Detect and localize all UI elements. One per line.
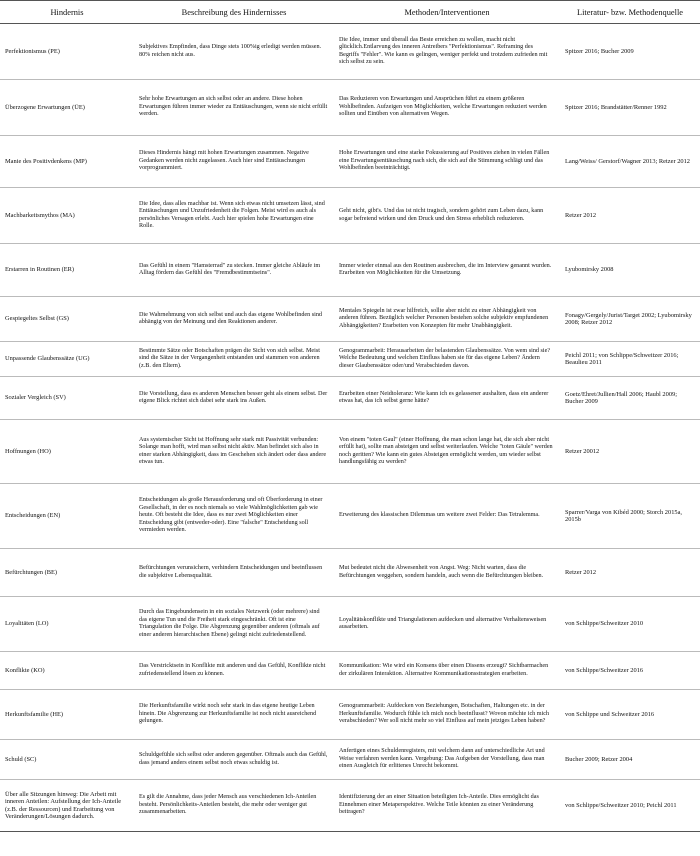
description-cell: Entscheidungen als große Herausforderung und oft Überforderung in einer Gesellschaft, in der es noch niemals so viele Wahlmöglichkeiten gab wie heute. Oft besteht die Idee, dass es nur zwei Möglichkeiten einer Entscheidung gibt (entweder-oder). Eine "falsche" Entscheidung soll vermieden werden. <box>134 484 334 549</box>
table-row <box>0 342 700 377</box>
obstacle-cell: Manie des Positivdenkens (MP) <box>0 136 134 188</box>
header-source: Literatur- bzw. Methodenquelle <box>560 1 700 24</box>
source-cell: Retzer 2012 <box>560 188 700 244</box>
obstacle-cell: Unpassende Glaubenssätze (UG) <box>0 342 134 377</box>
method-cell: Erweiterung des klassischen Dilemmas um weitere zwei Felder: Das Tetralemma. <box>334 484 560 549</box>
table-row <box>0 549 700 597</box>
source-cell: Retzer 2012 <box>560 549 700 597</box>
method-cell: Mentales Spiegeln ist zwar hilfreich, sollte aber nicht zu einer Abhängigkeit von anderen führen. Bezüglich welcher Personen bestehen solche subjektiv empfundenen Abhängigkeiten? Erarbeiten von Konzepten für mehr Unabhängigkeit. <box>334 297 560 342</box>
table-row <box>0 780 700 832</box>
table-row <box>0 597 700 652</box>
source-cell: von Schlippe/Schweitzer 2010; Peichl 2011 <box>560 780 700 832</box>
source-cell: Lang/Weiss/ Gerstorf/Wagner 2013; Retzer 2012 <box>560 136 700 188</box>
source-cell: Retzer 20012 <box>560 420 700 484</box>
method-cell: Genogrammarbeit: Herausarbeiten der belastenden Glaubenssätze. Von wem sind sie? Welche Bedeutung und welchen Einfluss haben sie für das eigene Leben? Ändern dieser Glaubenssätze oder/und Verabschieden davon. <box>334 342 560 377</box>
description-cell: Subjektives Empfinden, dass Dinge stets 100%ig erledigt werden müssen. 80% reichen nicht aus. <box>134 24 334 80</box>
description-cell: Die Wahrnehmung von sich selbst und auch das eigene Wohlbefinden sind abhängig von der Meinung und den Reaktionen anderer. <box>134 297 334 342</box>
obstacle-cell: Überzogene Erwartungen (ÜE) <box>0 80 134 136</box>
table-row <box>0 244 700 297</box>
table-row <box>0 740 700 780</box>
method-cell: Das Reduzieren von Erwartungen und Ansprüchen führt zu einem größeren Wohlbefinden. Aufzeigen von Möglichkeiten, welche Erwartungen reduziert werden sollten und Einüben von alternativen Wegen. <box>334 80 560 136</box>
description-cell: Die Idee, dass alles machbar ist. Wenn sich etwas nicht umsetzen lässt, sind Enttäuschungen und Unzufriedenheit die Folgen. Meist wird es auch als persönliches Versagen erlebt. Auch hier spielen hohe Erwartungen eine Rolle. <box>134 188 334 244</box>
table-row <box>0 420 700 484</box>
table-row <box>0 188 700 244</box>
source-cell: Peichl 2011; von Schlippe/Schweitzer 2016; Beaulieu 2011 <box>560 342 700 377</box>
obstacle-cell: Herkunftsfamilie (HE) <box>0 690 134 740</box>
table-row <box>0 136 700 188</box>
method-cell: Genogrammarbeit: Aufdecken von Beziehungen, Botschaften, Haltungen etc. in der Herkunftsfamilie. Wodurch fühle ich mich noch beeinflusst? Wovon möchte ich mich verabschieden? Wer soll nicht mehr so viel Einfluss auf mein jetziges Leben haben? <box>334 690 560 740</box>
header-obstacle: Hindernis <box>0 1 134 24</box>
obstacle-cell: Schuld (SC) <box>0 740 134 780</box>
description-cell: Die Vorstellung, dass es anderen Menschen besser geht als einem selbst. Der eigene Blick richtet sich dabei sehr stark ins Außen. <box>134 377 334 420</box>
description-cell: Das Verstricktsein in Konflikte mit anderen und das Gefühl, Konflikte nicht zufriedenstellend lösen zu können. <box>134 652 334 690</box>
obstacle-cell: Über alle Sitzungen hinweg: Die Arbeit mit inneren Anteilen: Aufstellung der Ich-Anteile (z.B. der Ressourcen) und Erarbeitung von Veränderungen/Lösungen dadurch. <box>0 780 134 832</box>
description-cell: Durch das Eingebundensein in ein soziales Netzwerk (oder mehrere) sind das eigene Tun und die Freiheit stark eingeschränkt. Oft ist eine Triangulation die Folge. Die Abgrenzung gegenüber anderen (oftmals auf einer anderen hierarchischen Ebene) gelingt nicht zufriedenstellend. <box>134 597 334 652</box>
description-cell: Die Herkunftsfamilie wirkt noch sehr stark in das eigene heutige Leben hinein. Die Abgrenzung zur Herkunftsfamilie ist noch nicht ausreichend gelungen. <box>134 690 334 740</box>
header-row <box>0 1 700 24</box>
source-cell: Lyubomirsky 2008 <box>560 244 700 297</box>
table-row <box>0 24 700 80</box>
method-cell: Identifizierung der an einer Situation beteiligten Ich-Anteile. Dies ermöglicht das Einnehmen einer Metaperspektive. Welche Teile könnten zu einer Veränderung beitragen? <box>334 780 560 832</box>
header-description: Beschreibung des Hindernisses <box>134 1 334 24</box>
method-cell: Von einem "toten Gaul" (einer Hoffnung, die man schon lange hat, die sich aber nicht erfüllt hat), sollte man absteigen und selbst weiterlaufen. Welche "toten Gäule" werden noch geritten? Wie kann ein gutes Absteigen ermöglicht werden, um wieder selbst handlungsfähig zu werden? <box>334 420 560 484</box>
obstacle-cell: Perfektionismus (PE) <box>0 24 134 80</box>
method-cell: Geht nicht, gibt's. Und das ist nicht tragisch, sondern gehört zum Leben dazu, kann sogar befreiend wirken und den Druck und den Stress erheblich reduzieren. <box>334 188 560 244</box>
source-cell: Goetz/Ehret/Jullien/Hall 2006; Haubl 2009; Bucher 2009 <box>560 377 700 420</box>
source-cell: Sparrer/Varga von Kibéd 2000; Storch 2015a, 2015b <box>560 484 700 549</box>
obstacle-cell: Entscheidungen (EN) <box>0 484 134 549</box>
method-cell: Kommunikation: Wie wird ein Konsens über einen Dissens erzeugt? Sichtbarmachen der zirkulären Interaktion. Alternative Kommunikationsstrategien erarbeiten. <box>334 652 560 690</box>
description-cell: Es gilt die Annahme, dass jeder Mensch aus verschiedenen Ich-Anteilen besteht. Persönlichkeits-Anteilen besteht, die mehr oder weniger gut zusammenarbeiten. <box>134 780 334 832</box>
description-cell: Aus systemischer Sicht ist Hoffnung sehr stark mit Passivität verbunden: Solange man hofft, wird man selbst nicht aktiv. Man befindet sich also in einer starken Abhängigkeit, dass im Geschehen sich ändert oder dass andere etwas tun. <box>134 420 334 484</box>
obstacle-cell: Hoffnungen (HO) <box>0 420 134 484</box>
description-cell: Das Gefühl in einem "Hamsterrad" zu stecken. Immer gleiche Abläufe im Alltag fördern das Gefühl des "Fremdbestimmtseins". <box>134 244 334 297</box>
description-cell: Sehr hohe Erwartungen an sich selbst oder an andere. Diese hohen Erwartungen führen immer wieder zu Enttäuschungen, wenn sie nicht erfüllt werden. <box>134 80 334 136</box>
obstacle-cell: Erstarren in Routinen (ER) <box>0 244 134 297</box>
source-cell: von Schlippe und Schweitzer 2016 <box>560 690 700 740</box>
description-cell: Schuldgefühle sich selbst oder anderen gegenüber. Oftmals auch das Gefühl, dass jemand anders einem selbst noch etwas schuldig ist. <box>134 740 334 780</box>
header-method: Methoden/Interventionen <box>334 1 560 24</box>
method-cell: Hohe Erwartungen und eine starke Fokussierung auf Positives ziehen in vielen Fällen eine Erwartungsenttäuschung nach sich, die sich auf die Stimmung schlägt und das Wohlbefinden beeinträchtigt. <box>334 136 560 188</box>
source-cell: Spitzer 2016; Bucher 2009 <box>560 24 700 80</box>
table-row <box>0 80 700 136</box>
method-cell: Erarbeiten einer Neidtoleranz: Wie kann ich es gelassener aushalten, dass ein anderer etwas hat, das ich selbst gerne hätte? <box>334 377 560 420</box>
table-row <box>0 297 700 342</box>
table-row <box>0 690 700 740</box>
obstacle-cell: Sozialer Vergleich (SV) <box>0 377 134 420</box>
description-cell: Befürchtungen verunsichern, verhindern Entscheidungen und beeinflussen die subjektive Lebensqualität. <box>134 549 334 597</box>
obstacle-cell: Machbarkeitsmythos (MA) <box>0 188 134 244</box>
description-cell: Bestimmte Sätze oder Botschaften prägen die Sicht von sich selbst. Meist sind die Sätze in der Vergangenheit entstanden und stammen von anderen (z.B. den Eltern). <box>134 342 334 377</box>
obstacle-cell: Gespiegeltes Selbst (GS) <box>0 297 134 342</box>
source-cell: Spitzer 2016; Brandstätter/Renner 1992 <box>560 80 700 136</box>
obstacle-cell: Konflikte (KO) <box>0 652 134 690</box>
source-cell: Bucher 2009; Retzer 2004 <box>560 740 700 780</box>
source-cell: Fonagy/Gergely/Jurist/Target 2002; Lyubomirsky 2008; Retzer 2012 <box>560 297 700 342</box>
method-cell: Immer wieder einmal aus den Routinen ausbrechen, die im Interview genannt wurden. Erarbeiten von Möglichkeiten für die Umsetzung. <box>334 244 560 297</box>
source-cell: von Schlippe/Schweitzer 2010 <box>560 597 700 652</box>
table-row <box>0 484 700 549</box>
method-cell: Die Idee, immer und überall das Beste erreichen zu wollen, macht nicht glücklich.Entlarvung des inneren Antreibers "Perfektionismus". Reframing des Begriffs "Fehler". Wie kann es gelingen, weniger perfekt und trotzdem zufrieden mit sich selbst zu sein. <box>334 24 560 80</box>
method-cell: Mut bedeutet nicht die Abwesenheit von Angst. Weg: Nicht warten, dass die Befürchtungen weggehen, sondern handeln, auch wenn die Befürchtungen bleiben. <box>334 549 560 597</box>
obstacle-cell: Befürchtungen (BE) <box>0 549 134 597</box>
table-row <box>0 652 700 690</box>
description-cell: Dieses Hindernis hängt mit hohen Erwartungen zusammen. Negative Gedanken werden nicht zugelassen. Auch hier sind Enttäuschungen vorprogrammiert. <box>134 136 334 188</box>
obstacle-cell: Loyalitäten (LO) <box>0 597 134 652</box>
method-cell: Loyalitätskonflikte und Triangulationen aufdecken und alternative Verhaltensweisen ausarbeiten. <box>334 597 560 652</box>
method-cell: Anfertigen eines Schuldenregisters, mit welchem dann auf unterschiedliche Art und Weise verfahren werden kann. Vergebung: Das Aufgeben der Vorstellung, dass man einen Ausgleich für erlittenes Unrecht bekommt. <box>334 740 560 780</box>
table-row <box>0 377 700 420</box>
source-cell: von Schlippe/Schweitzer 2016 <box>560 652 700 690</box>
